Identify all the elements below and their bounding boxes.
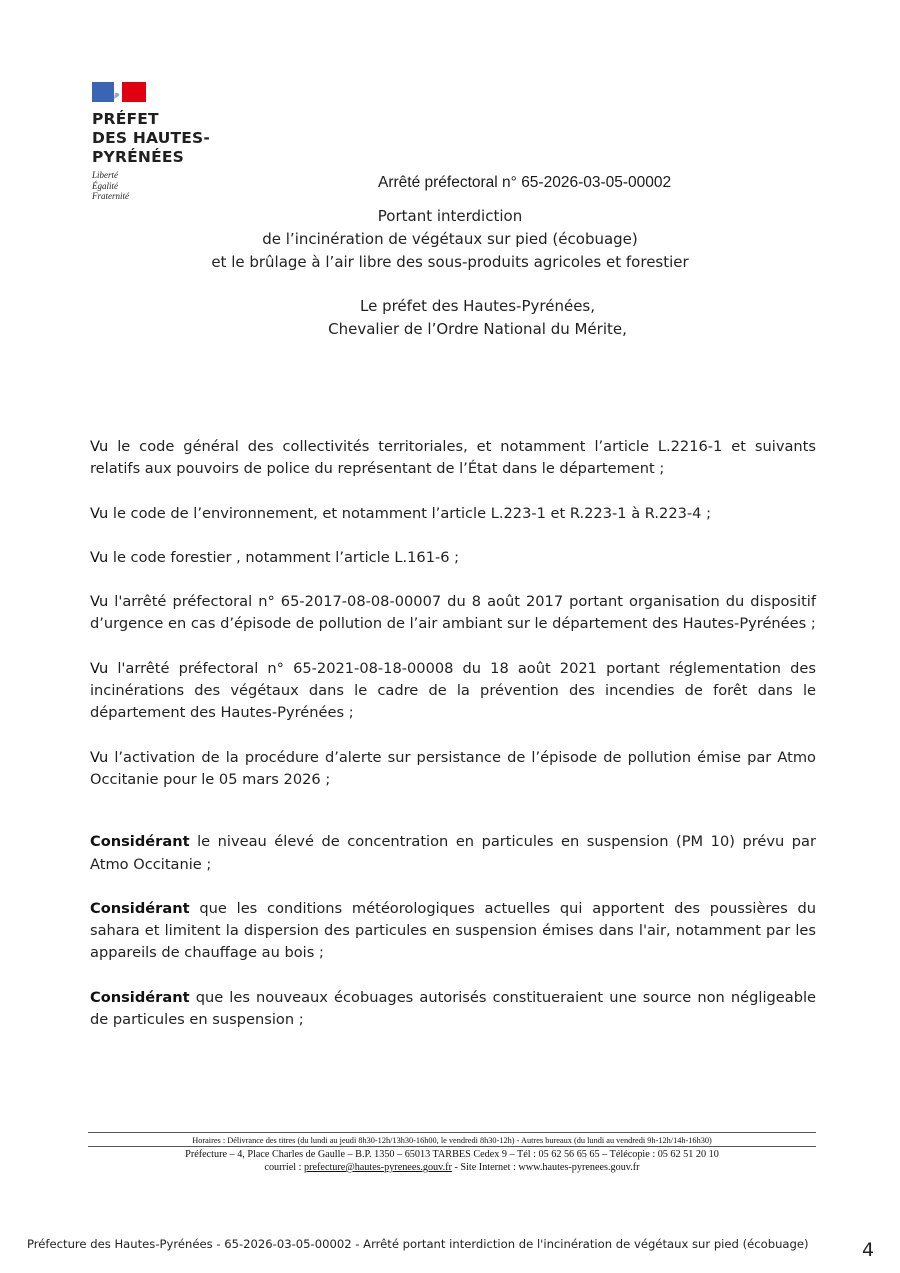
prefet-title [200, 295, 755, 341]
considerant-paragraph [90, 898, 816, 965]
footer-email-link[interactable]: prefecture@hautes-pyrenees.gouv.fr [304, 1162, 452, 1173]
marianne-flag-icon [92, 82, 146, 104]
vu-text: le code général des collectivités territoriales, et notamment l’article L.2216-1 et suivants relatifs aux pouvoirs de police du représentant de l’État dans le département ; [90, 438, 816, 478]
logo-line: DES HAUTES- [92, 129, 211, 147]
prefet-line: Le préfet des Hautes-Pyrénées, [359, 297, 596, 315]
vu-keyword: Vu [90, 548, 109, 566]
decree-number [378, 174, 671, 192]
subject-line: Portant interdiction [377, 207, 523, 225]
logo-wordmark [92, 110, 210, 167]
footer-email-label: courriel : [264, 1162, 305, 1173]
considerant-text: que les nouveaux écobuages autorisés constitueraient une source non négligeable de particules en suspension ; [90, 988, 816, 1029]
vu-text: l'arrêté préfectoral n° 65-2021-08-18-00008 du 18 août 2021 portant réglementation des incinérations des végétaux dans le cadre de la prévention des incendies de forêt dans le département des Hautes-Pyrénées ; [90, 659, 816, 722]
decree-prefix: Arrêté préfectoral n° [378, 174, 517, 191]
letterhead-footer [88, 1132, 816, 1174]
vu-paragraph [90, 503, 816, 525]
page-footer-text: Préfecture des Hautes-Pyrénées - 65-2026-03-05-00002 - Arrêté portant interdiction de l'incinération de végétaux sur pied (écobuage) [27, 1237, 809, 1251]
vu-paragraph [90, 747, 816, 792]
vu-keyword: Vu [90, 748, 109, 766]
vu-paragraph [90, 591, 816, 636]
considerant-text: le niveau élevé de concentration en particules en suspension (PM 10) prévu par Atmo Occitanie ; [90, 833, 816, 873]
considerant-text: que les conditions météorologiques actuelles qui apportent des poussières du sahara et limitent la dispersion des particules en suspension émises dans l'air, notamment par les appareils de chauffage au bois ; [90, 899, 816, 962]
vu-text: l'arrêté préfectoral n° 65-2017-08-08-00007 du 8 août 2017 portant organisation du dispositif d’urgence en cas d’épisode de pollution de l’air ambiant sur le département des Hautes-Pyrénées ; [90, 593, 816, 633]
vu-keyword: Vu [90, 504, 109, 522]
prefecture-logo [92, 82, 210, 202]
footer-address: Préfecture – 4, Place Charles de Gaulle – B.P. 1350 – 65013 TARBES Cedex 9 – Tél : 05 62 56 65 65 – Télécopie : 05 62 51 20 10 [185, 1149, 719, 1160]
vu-text: le code de l’environnement, et notamment l’article L.223-1 et R.223-1 à R.223-4 ; [108, 504, 711, 522]
subject-line: et le brûlage à l’air libre des sous-produits agricoles et forestier [211, 253, 689, 271]
decree-subject [200, 205, 700, 274]
footer-divider [88, 1146, 816, 1147]
considerant-keyword: Considérant [90, 833, 190, 851]
considerant-paragraph [90, 831, 816, 876]
vu-paragraph [90, 658, 816, 725]
considerant-keyword: Considérant [90, 899, 190, 917]
logo-line: PRÉFET [92, 110, 159, 128]
logo-motto [92, 170, 210, 202]
motto-line: Égalité [92, 180, 118, 191]
footer-site: - Site Internet : www.hautes-pyrenees.gouv.fr [451, 1162, 640, 1173]
prefet-line: Chevalier de l’Ordre National du Mérite, [328, 320, 627, 338]
vu-paragraph [90, 547, 816, 569]
considerant-paragraph [90, 987, 816, 1032]
footer-contact [88, 1161, 816, 1174]
vu-paragraph [90, 436, 816, 481]
motto-line: Liberté [92, 170, 118, 180]
footer-divider [88, 1132, 816, 1133]
considerant-keyword: Considérant [90, 988, 190, 1006]
footer-hours: Horaires : Délivrance des titres (du lundi au jeudi 8h30-12h/13h30-16h00, le vendredi 8h30-12h) - Autres bureaux (du lundi au vendredi 9h-12h/14h-16h30) [192, 1136, 712, 1145]
vu-text: l’activation de la procédure d’alerte sur persistance de l’épisode de pollution émise par Atmo Occitanie pour le 05 mars 2026 ; [90, 748, 816, 788]
vu-keyword: Vu [90, 593, 109, 611]
logo-line: PYRÉNÉES [92, 148, 185, 166]
page-number: 4 [862, 1239, 875, 1261]
decree-id: 65-2026-03-05-00002 [521, 174, 672, 191]
vu-keyword: Vu [90, 438, 109, 455]
decree-body [90, 436, 816, 1053]
motto-line: Fraternité [92, 191, 129, 201]
vu-text: le code forestier , notamment l’article L.161-6 ; [108, 548, 460, 566]
vu-keyword: Vu [90, 659, 109, 677]
subject-line: de l’incinération de végétaux sur pied (écobuage) [262, 230, 638, 248]
